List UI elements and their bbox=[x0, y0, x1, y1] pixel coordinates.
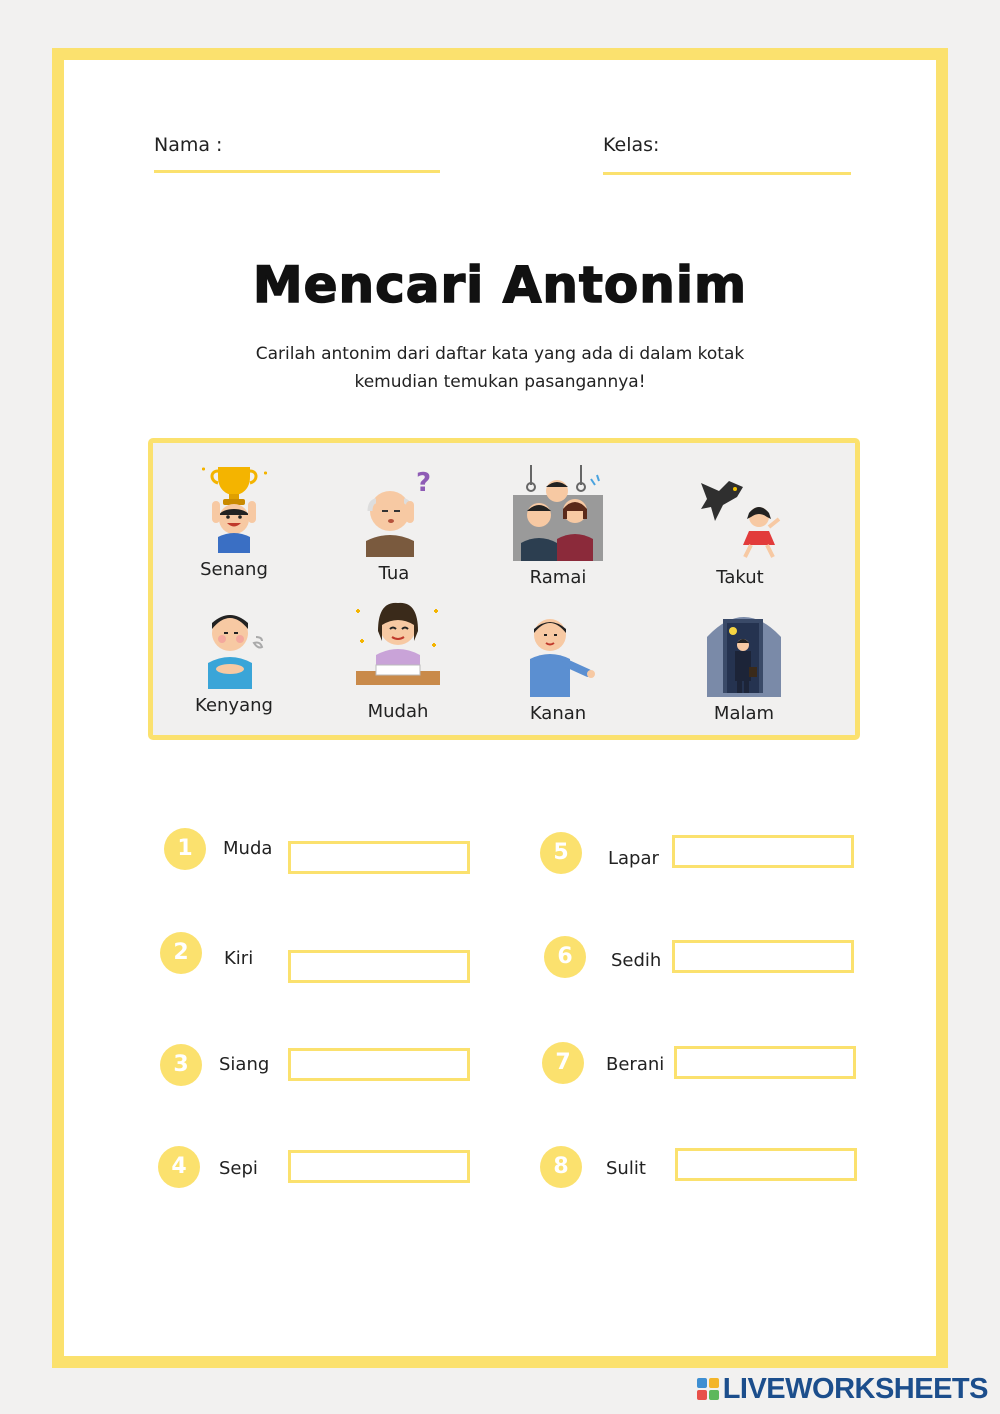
word-card-mudah bbox=[323, 601, 473, 722]
easy-study-icon bbox=[350, 601, 446, 695]
question-word: Sulit bbox=[606, 1158, 646, 1179]
word-bank-box bbox=[148, 438, 860, 740]
question-word: Sepi bbox=[219, 1158, 258, 1179]
word-card-senang bbox=[159, 461, 309, 580]
question-number: 7 bbox=[542, 1042, 584, 1084]
word-card-tua bbox=[319, 467, 469, 584]
pointing-right-icon bbox=[518, 613, 598, 697]
question-number: 5 bbox=[540, 832, 582, 874]
question-number: 2 bbox=[160, 932, 202, 974]
full-boy-icon bbox=[194, 603, 274, 689]
word-card-ramai bbox=[483, 465, 633, 588]
word-label: Malam bbox=[713, 703, 775, 724]
question-number: 6 bbox=[544, 936, 586, 978]
crowd-icon bbox=[511, 465, 605, 561]
question-word: Berani bbox=[606, 1054, 665, 1075]
class-label: Kelas: bbox=[603, 134, 660, 156]
worksheet-page bbox=[52, 48, 948, 1368]
word-label: Takut bbox=[716, 567, 764, 588]
word-label: Senang bbox=[200, 559, 268, 580]
question-1 bbox=[164, 828, 474, 872]
question-word: Muda bbox=[223, 838, 273, 859]
word-card-kanan bbox=[483, 613, 633, 724]
liveworksheets-brand bbox=[697, 1372, 988, 1406]
liveworksheets-logo-icon bbox=[697, 1378, 719, 1400]
instructions-line-1: Carilah antonim dari daftar kata yang ada di dalam kotak bbox=[255, 344, 745, 364]
question-word: Lapar bbox=[608, 848, 659, 869]
question-number: 3 bbox=[160, 1044, 202, 1086]
answer-input-2[interactable] bbox=[288, 950, 470, 983]
question-word: Sedih bbox=[611, 950, 662, 971]
question-4 bbox=[158, 1134, 474, 1178]
question-word: Kiri bbox=[224, 948, 254, 969]
brand-text: LIVEWORKSHEETS bbox=[722, 1372, 988, 1405]
answer-input-3[interactable] bbox=[288, 1048, 470, 1081]
name-line[interactable] bbox=[154, 170, 440, 173]
word-label: Kanan bbox=[529, 703, 587, 724]
scared-girl-crow-icon bbox=[697, 471, 783, 561]
night-door-icon bbox=[701, 611, 787, 697]
word-label: Mudah bbox=[367, 701, 429, 722]
word-card-kenyang bbox=[159, 603, 309, 716]
word-label: Kenyang bbox=[195, 695, 273, 716]
answer-input-5[interactable] bbox=[672, 835, 854, 868]
answer-input-1[interactable] bbox=[288, 841, 470, 874]
question-2 bbox=[160, 932, 474, 976]
answer-input-6[interactable] bbox=[672, 940, 854, 973]
instructions-line-2: kemudian temukan pasangannya! bbox=[354, 372, 646, 392]
question-7 bbox=[542, 1038, 858, 1082]
svg-text:?: ? bbox=[416, 468, 432, 498]
question-word: Siang bbox=[219, 1054, 270, 1075]
word-card-takut bbox=[665, 471, 815, 588]
question-5 bbox=[540, 832, 856, 876]
class-line[interactable] bbox=[603, 172, 851, 175]
instructions bbox=[64, 340, 936, 396]
question-number: 4 bbox=[158, 1146, 200, 1188]
page-title: Mencari Antonim bbox=[252, 256, 748, 314]
answer-input-7[interactable] bbox=[674, 1046, 856, 1079]
answer-input-4[interactable] bbox=[288, 1150, 470, 1183]
question-number: 1 bbox=[164, 828, 206, 870]
question-3 bbox=[160, 1034, 474, 1078]
word-label: Ramai bbox=[529, 567, 587, 588]
name-label: Nama : bbox=[154, 134, 223, 156]
word-label: Tua bbox=[378, 563, 410, 584]
question-6 bbox=[544, 936, 856, 980]
happy-trophy-icon bbox=[194, 461, 274, 553]
answer-input-8[interactable] bbox=[675, 1148, 857, 1181]
question-8 bbox=[540, 1142, 860, 1186]
word-card-malam bbox=[669, 611, 819, 724]
old-man-icon bbox=[354, 467, 434, 557]
question-number: 8 bbox=[540, 1146, 582, 1188]
